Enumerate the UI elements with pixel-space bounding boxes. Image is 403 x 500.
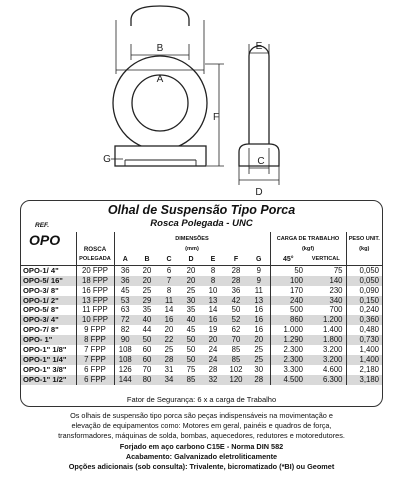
label-e: E: [255, 41, 263, 52]
table-row: [21, 335, 382, 345]
table-cell: 62: [231, 325, 241, 335]
table-cell: 340: [306, 296, 346, 306]
header-row-2: [21, 245, 382, 255]
description-line-2: elevação de equipamentos como: Motores em geral, painéis e quadros de força,: [71, 421, 332, 431]
ref-cell: OPO-1/ 4": [23, 265, 59, 275]
weight-cell: 0,730: [346, 335, 382, 345]
table-cell: 1.400: [322, 325, 343, 335]
table-cell: 28: [248, 375, 270, 385]
header-col-g: G: [256, 255, 262, 263]
table-cell: 25: [186, 285, 196, 295]
weight-cell: 0,480: [346, 325, 382, 335]
table-cell: 36: [114, 276, 136, 286]
table-cell: 90: [114, 335, 136, 345]
weight-cell: 1,400: [346, 345, 382, 355]
thread-cell: 11 FPP: [76, 305, 114, 315]
header-col-b: B: [144, 255, 150, 263]
table-cell: 108: [114, 345, 136, 355]
table-cell: 13: [248, 296, 270, 306]
table-row: [21, 325, 382, 335]
table-cell: 72: [114, 315, 136, 325]
table-cell: 6: [166, 265, 172, 275]
header-col-a: A: [122, 255, 128, 263]
table-cell: 50: [231, 305, 241, 315]
weight-cell: 0,150: [346, 296, 382, 306]
product-title: Olhal de Suspensão Tipo Porca: [107, 203, 296, 217]
table-cell: 24: [202, 355, 224, 365]
table-cell: 63: [114, 305, 136, 315]
weight-cell: 1,400: [346, 355, 382, 365]
header-kgf: (kgf): [301, 246, 315, 252]
table-row: [21, 375, 382, 385]
thread-cell: 6 FPP: [76, 365, 114, 375]
table-cell: 860: [270, 315, 306, 325]
table-cell: 29: [136, 296, 158, 306]
technical-drawing: [0, 0, 403, 200]
table-cell: 75: [333, 265, 343, 275]
header-col-e: E: [210, 255, 216, 263]
spec-table-body: [21, 265, 382, 384]
material-line: Forjado em aço carbono C15E - Norma DIN 582: [119, 441, 284, 451]
table-cell: 108: [114, 355, 136, 365]
header-col-d: D: [188, 255, 194, 263]
table-cell: 28: [231, 265, 241, 275]
table-cell: 50: [186, 345, 196, 355]
table-cell: 28: [208, 364, 218, 374]
table-cell: 170: [270, 286, 306, 296]
table-cell: 144: [114, 375, 136, 385]
table-cell: 40: [180, 315, 202, 325]
front-view-base: [115, 146, 206, 166]
table-cell: 230: [329, 285, 343, 295]
table-cell: 45: [114, 286, 136, 296]
table-cell: 16: [248, 315, 270, 325]
front-view-outline: [131, 6, 189, 26]
header-carga: CARGA DE TRABALHO: [276, 236, 340, 243]
ref-cell: OPO-7/ 8": [23, 325, 59, 335]
table-cell: 25: [248, 355, 270, 365]
table-cell: 126: [114, 365, 136, 375]
table-cell: 28: [158, 355, 180, 365]
table-cell: 30: [180, 296, 202, 306]
specification-card: [20, 200, 383, 407]
table-cell: 4.500: [270, 375, 306, 385]
table-cell: 35: [186, 305, 196, 315]
table-row: [21, 345, 382, 355]
table-cell: 80: [136, 375, 158, 385]
table-cell: 9: [256, 265, 261, 275]
weight-cell: 2,180: [346, 365, 382, 375]
weight-cell: 0,360: [346, 315, 382, 325]
table-cell: 16: [254, 305, 264, 315]
table-cell: 50: [270, 265, 306, 275]
header-vertical: VERTICAL: [311, 255, 340, 262]
header-mm: (mm): [185, 246, 199, 252]
ref-cell: OPO-5/ 16": [21, 276, 76, 286]
table-row: [21, 315, 382, 325]
table-cell: 20: [164, 325, 174, 335]
thread-cell: 7 FPP: [76, 345, 114, 355]
label-c: C: [257, 156, 265, 167]
table-cell: 1.200: [306, 315, 346, 325]
table-cell: 102: [229, 364, 243, 374]
table-cell: 6.300: [306, 375, 346, 385]
description-line-3: transformadores, máquinas de solda, bombas, aquecedores, redutores e motoredutores.: [58, 431, 345, 441]
table-cell: 60: [136, 355, 158, 365]
ref-cell: OPO-1/ 2": [21, 296, 76, 306]
table-cell: 50: [136, 335, 158, 345]
table-cell: 240: [270, 296, 306, 306]
ref-label: REF.: [35, 222, 50, 229]
header-rosca: ROSCA: [83, 246, 107, 253]
table-cell: 25: [254, 345, 264, 355]
thread-cell: 10 FPP: [76, 315, 114, 325]
table-cell: 70: [224, 335, 248, 345]
table-cell: 7: [158, 276, 180, 286]
table-cell: 13: [202, 296, 224, 306]
header-polegada: POLEGADA: [79, 255, 111, 262]
table-cell: 25: [164, 345, 174, 355]
finish-line: Acabamento: Galvanizado eletroliticamente: [125, 451, 278, 461]
table-row: [21, 276, 382, 286]
header-45deg: 45°: [282, 255, 294, 263]
table-cell: 10: [208, 285, 218, 295]
table-cell: 20: [186, 265, 196, 275]
header-col-c: C: [166, 255, 172, 263]
header-kg: (kg): [359, 246, 370, 252]
label-d: D: [255, 187, 263, 198]
table-cell: 11: [158, 296, 180, 306]
ref-cell: OPO-5/ 8": [23, 305, 59, 315]
table-cell: 75: [186, 364, 196, 374]
ref-cell: OPO-1" 1/4": [21, 355, 76, 365]
thread-cell: 18 FPP: [76, 276, 114, 286]
thread-cell: 6 FPP: [76, 375, 114, 385]
table-cell: 3.200: [322, 345, 343, 355]
ref-cell: OPO-1" 1/8": [23, 345, 67, 355]
description-line-1: Os olhais de suspensão tipo porca são peças indispensáveis na movimentação e: [70, 411, 333, 420]
table-cell: 19: [208, 325, 218, 335]
table-cell: 53: [114, 296, 136, 306]
table-cell: 2.300: [270, 345, 306, 355]
label-f: F: [212, 112, 220, 123]
table-cell: 31: [164, 364, 174, 374]
table-cell: 140: [306, 276, 346, 286]
table-cell: 45: [186, 325, 196, 335]
table-cell: 35: [142, 305, 152, 315]
table-cell: 16: [254, 325, 264, 335]
table-cell: 8: [166, 285, 172, 295]
table-cell: 1.000: [270, 325, 306, 335]
table-cell: 34: [158, 375, 180, 385]
ref-cell: OPO-3/ 4": [21, 315, 76, 325]
thread-cell: 13 FPP: [76, 296, 114, 306]
table-cell: 14: [164, 305, 174, 315]
table-cell: 40: [136, 315, 158, 325]
table-cell: 50: [180, 335, 202, 345]
table-cell: 8: [210, 265, 216, 275]
table-cell: 20: [248, 335, 270, 345]
table-cell: 20: [136, 276, 158, 286]
product-subtitle: Rosca Polegada - UNC: [150, 218, 253, 229]
weight-cell: 0,050: [346, 265, 382, 275]
table-cell: 30: [254, 364, 264, 374]
table-cell: 60: [142, 345, 152, 355]
table-cell: 16: [202, 315, 224, 325]
table-cell: 82: [114, 325, 136, 335]
header-dimensoes: DIMENSÕES: [175, 236, 209, 243]
table-cell: 4.600: [322, 364, 343, 374]
ref-cell: OPO-1" 1/2": [21, 375, 76, 385]
table-cell: 100: [270, 276, 306, 286]
table-cell: 25: [142, 285, 152, 295]
table-cell: 20: [142, 265, 152, 275]
thread-cell: 8 FPP: [76, 335, 114, 345]
table-cell: 120: [224, 375, 248, 385]
table-cell: 32: [202, 375, 224, 385]
table-row: [21, 265, 382, 275]
header-peso: PESO UNIT.: [348, 236, 380, 243]
ref-cell: OPO- 1": [21, 335, 76, 345]
table-cell: 3.300: [270, 365, 306, 375]
table-cell: 42: [224, 296, 248, 306]
table-cell: 8: [202, 276, 224, 286]
table-cell: 9: [248, 276, 270, 286]
table-cell: 36: [231, 285, 241, 295]
table-cell: 70: [142, 364, 152, 374]
weight-cell: 3,180: [346, 375, 382, 385]
ref-cell: OPO-3/ 8": [23, 285, 59, 295]
table-cell: 85: [231, 345, 241, 355]
table-cell: 1.800: [306, 335, 346, 345]
thread-cell: 16 FPP: [76, 286, 114, 296]
thread-cell: 20 FPP: [76, 265, 114, 275]
table-row: [21, 286, 382, 296]
table-cell: 44: [142, 325, 152, 335]
ref-cell: OPO-1" 3/8": [23, 364, 67, 374]
table-cell: 3.200: [306, 355, 346, 365]
header-col-f: F: [233, 255, 239, 263]
table-row: [21, 355, 382, 365]
table-cell: 50: [180, 355, 202, 365]
table-row: [21, 296, 382, 306]
thread-cell: 9 FPP: [76, 325, 114, 335]
label-g: G: [103, 154, 111, 165]
table-cell: 16: [158, 315, 180, 325]
thread-cell: 7 FPP: [76, 355, 114, 365]
weight-cell: 0,090: [346, 286, 382, 296]
table-cell: 20: [180, 276, 202, 286]
side-view-body: [249, 46, 269, 154]
weight-cell: 0,240: [346, 305, 382, 315]
ref-value: OPO: [29, 232, 61, 248]
table-cell: 28: [224, 276, 248, 286]
table-cell: 36: [114, 265, 136, 275]
header-row-1: [21, 232, 382, 245]
table-cell: 24: [208, 345, 218, 355]
table-cell: 22: [158, 335, 180, 345]
table-cell: 14: [208, 305, 218, 315]
table-cell: 500: [270, 305, 306, 315]
table-cell: 85: [180, 375, 202, 385]
spec-table: [21, 232, 382, 385]
label-b: B: [156, 43, 164, 54]
table-cell: 1.290: [270, 335, 306, 345]
table-row: [21, 305, 382, 315]
label-a: A: [156, 74, 164, 85]
weight-cell: 0,050: [346, 276, 382, 286]
table-cell: 700: [329, 305, 343, 315]
table-cell: 52: [224, 315, 248, 325]
description-block: [10, 411, 393, 472]
table-row: [21, 365, 382, 375]
table-cell: 11: [254, 285, 263, 295]
header-row-3: [21, 255, 382, 265]
table-cell: 20: [202, 335, 224, 345]
safety-factor-note: Fator de Segurança: 6 x a carga de Trabalho: [126, 395, 277, 404]
options-line: Opções adicionais (sob consulta): Trivalente, bicromatizado (*BI) ou Geomet: [68, 462, 335, 472]
table-cell: 85: [224, 355, 248, 365]
table-cell: 2.300: [270, 355, 306, 365]
